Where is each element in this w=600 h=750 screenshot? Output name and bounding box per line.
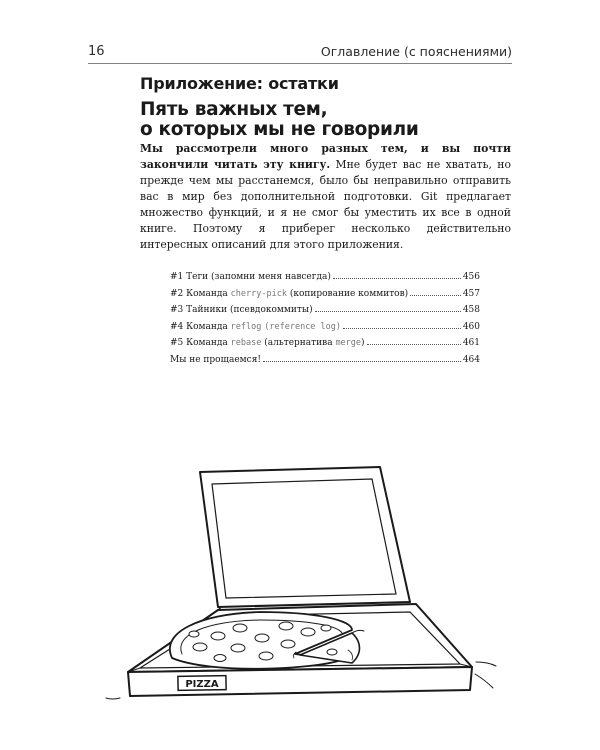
toc-code: (reference log) xyxy=(264,321,342,332)
toc-entry-page: 460 xyxy=(462,321,480,332)
toc-entry-title: #3 Тайники (псевдокоммиты) xyxy=(170,305,313,315)
intro-lead: Мы рассмотрели много разных тем, и вы почти закончили читать эту книгу. xyxy=(140,142,511,171)
toc-entry[interactable] xyxy=(170,272,480,289)
toc-entry-page: 464 xyxy=(462,354,480,365)
toc-entry[interactable] xyxy=(170,305,480,322)
page-header xyxy=(88,44,512,64)
toc-entry-title: #4 Команда reflog (reference log) xyxy=(170,321,342,332)
toc-leader xyxy=(410,295,461,296)
table-of-contents xyxy=(170,272,480,371)
running-title: Оглавление (с пояснениями) xyxy=(320,44,512,59)
chapter-title-line-2: о которых мы не говорили xyxy=(140,119,419,140)
header-rule xyxy=(88,63,512,64)
intro-paragraph xyxy=(140,141,511,253)
toc-entry-page: 456 xyxy=(462,272,480,282)
toc-code: rebase xyxy=(230,338,262,348)
toc-entry-page: 461 xyxy=(462,338,480,348)
toc-entry-page: 457 xyxy=(462,288,480,299)
toc-code: reflog xyxy=(230,321,262,332)
toc-entry[interactable] xyxy=(170,338,480,355)
toc-entry[interactable] xyxy=(170,322,480,339)
pizza-box-label: PIZZA xyxy=(185,679,219,690)
chapter-title xyxy=(140,100,520,140)
toc-code: cherry-pick xyxy=(230,288,287,299)
toc-leader xyxy=(343,328,461,329)
toc-leader xyxy=(263,361,461,362)
toc-entry[interactable] xyxy=(170,289,480,306)
toc-entry-title: #5 Команда rebase (альтернатива merge) xyxy=(170,338,365,348)
toc-leader xyxy=(333,278,461,279)
toc-entry-title: #2 Команда cherry-pick (копирование коммитов) xyxy=(170,288,409,299)
pizza-box-illustration xyxy=(90,462,510,702)
chapter-title-line-1: Пять важных тем, xyxy=(140,99,328,120)
page-number: 16 xyxy=(88,44,105,59)
toc-entry-title: Мы не прощаемся! xyxy=(170,354,261,365)
toc-entry[interactable] xyxy=(170,355,480,372)
toc-entry-title: #1 Теги (запомни меня навсегда) xyxy=(170,272,331,282)
toc-leader xyxy=(315,311,461,312)
intro-body: Мне будет вас не хватать, но прежде чем мы расстанемся, было бы неправильно отправить вас в мир без дополнительной подготовки. Git предлагает множество функций, и я не смог бы уместить их все в одной книге. Поэтому я приберег несколько действительно интересных описаний для этого приложения. xyxy=(140,158,511,251)
toc-code: merge xyxy=(335,338,362,348)
section-label: Приложение: остатки xyxy=(140,74,339,93)
toc-leader xyxy=(367,344,461,345)
toc-entry-page: 458 xyxy=(462,305,480,315)
